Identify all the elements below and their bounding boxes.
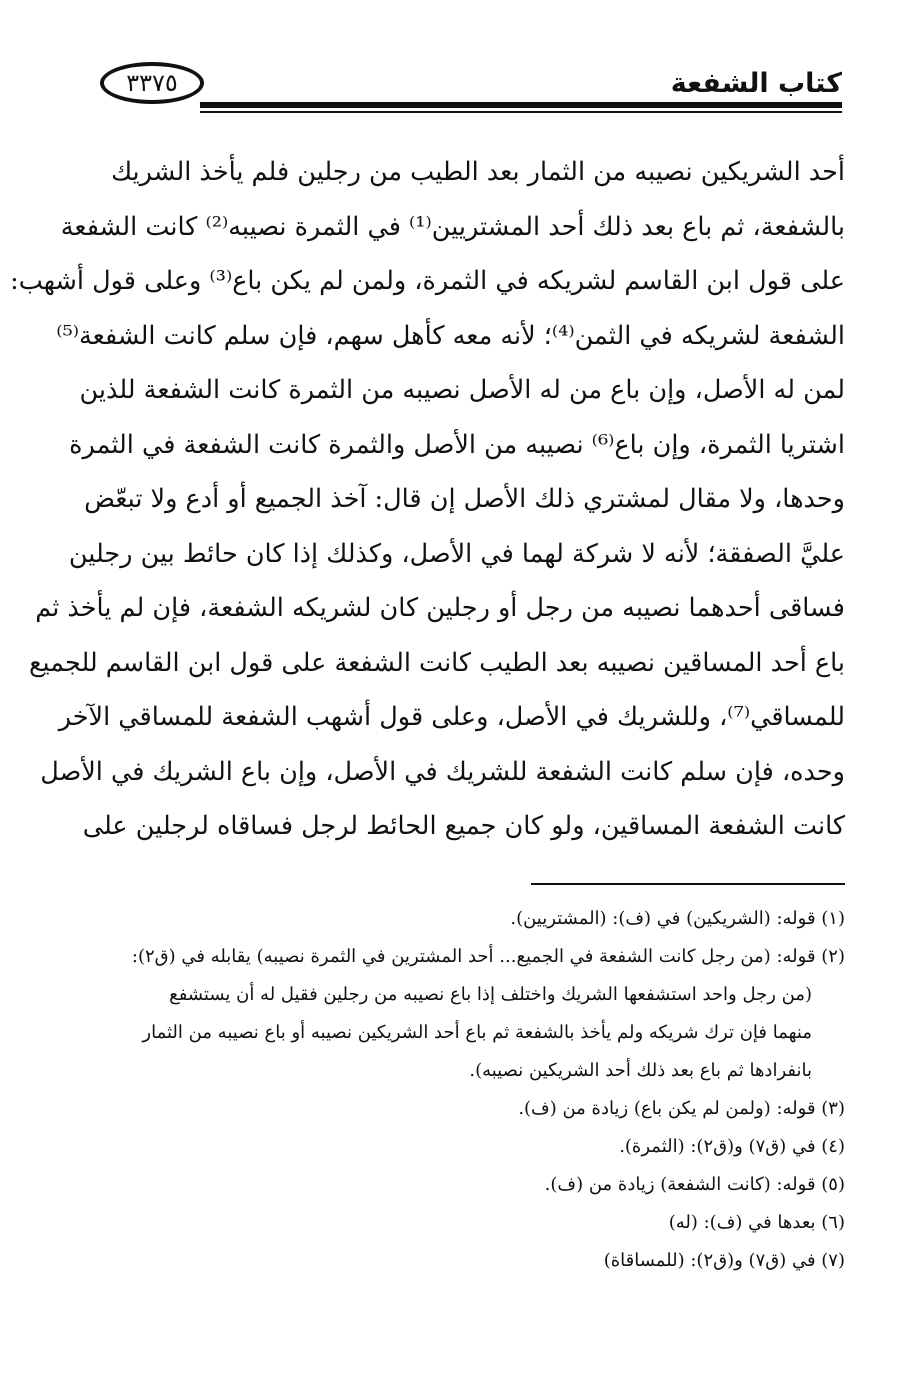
footnote-continuation: بانفرادها ثم باع بعد ذلك أحد الشريكين نصيبه).	[469, 1060, 812, 1081]
footnote: (٤) في (ق٧) و(ق٢): (الثمرة).	[619, 1136, 845, 1157]
text-line: وحدها، ولا مقال لمشتري ذلك الأصل إن قال: آخذ الجميع أو أدع ولا تبعّض	[84, 484, 845, 514]
chapter-title: كتاب الشفعة	[670, 68, 842, 99]
footnote: (٣) قوله: (ولمن لم يكن باع) زيادة من (ف).	[518, 1098, 845, 1119]
text-line: بالشفعة، ثم باع بعد ذلك أحد المشتريين⁽¹⁾ في الثمرة نصيبه⁽²⁾ كانت الشفعة	[60, 211, 845, 242]
page-number-badge	[100, 62, 204, 104]
footnote-continuation: منهما فإن ترك شريكه ولم يأخذ بالشفعة ثم باع أحد الشريكين نصيبه أو باع نصيبه من الثمار	[142, 1022, 812, 1043]
footnote: (٧) في (ق٧) و(ق٢): (للمساقاة)	[603, 1250, 845, 1271]
footnote: (٢) قوله: (من رجل كانت الشفعة في الجميع... أحد المشترين في الثمرة نصيبه) يقابله في (ق٢):	[131, 946, 845, 967]
footnote: (٥) قوله: (كانت الشفعة) زيادة من (ف).	[544, 1174, 845, 1195]
text-line: أحد الشريكين نصيبه من الثمار بعد الطيب من رجلين فلم يأخذ الشريك	[111, 157, 845, 187]
footnotes	[97, 900, 845, 1280]
text-line: وحده، فإن سلم كانت الشفعة للشريك في الأصل، وإن باع الشريك في الأصل	[40, 756, 845, 787]
text-line: كانت الشفعة المساقين، ولو كان جميع الحائط لرجل فساقاه لرجلين على	[82, 811, 845, 841]
text-line: على قول ابن القاسم لشريكه في الثمرة، ولمن لم يكن باع⁽³⁾ وعلى قول أشهب:	[10, 266, 845, 296]
footnote-separator	[531, 883, 845, 885]
page-number: ٣٣٧٥	[126, 69, 178, 97]
text-line: الشفعة لشريكه في الثمن⁽⁴⁾؛ لأنه معه كأهل سهم، فإن سلم كانت الشفعة⁽⁵⁾	[56, 320, 845, 351]
footnote-continuation: (من رجل واحد استشفعها الشريك واختلف إذا باع نصيبه من رجلين فقيل له أن يستشفع	[169, 984, 812, 1005]
text-line: فساقى أحدهما نصيبه من رجل أو رجلين كان لشريكه الشفعة، فإن لم يأخذ ثم	[35, 593, 845, 623]
text-line: عليَّ الصفقة؛ لأنه لا شركة لهما في الأصل، وكذلك إذا كان حائط بين رجلين	[68, 538, 845, 569]
footnote: (٦) بعدها في (ف): (له)	[668, 1212, 845, 1233]
footnote: (١) قوله: (الشريكين) في (ف): (المشتريين).	[510, 908, 845, 929]
header-rule-thin	[200, 111, 842, 113]
text-line: باع أحد المساقين نصيبه بعد الطيب كانت الشفعة على قول ابن القاسم للجميع	[28, 647, 845, 678]
text-line: لمن له الأصل، وإن باع من له الأصل نصيبه من الثمرة كانت الشفعة للذين	[79, 375, 845, 405]
main-text	[10, 145, 845, 854]
page-header	[100, 50, 842, 120]
text-line: للمساقي⁽⁷⁾، وللشريك في الأصل، وعلى قول أشهب الشفعة للمساقي الآخر	[58, 702, 845, 732]
text-line: اشتريا الثمرة، وإن باع⁽⁶⁾ نصيبه من الأصل والثمرة كانت الشفعة في الثمرة	[69, 429, 845, 460]
